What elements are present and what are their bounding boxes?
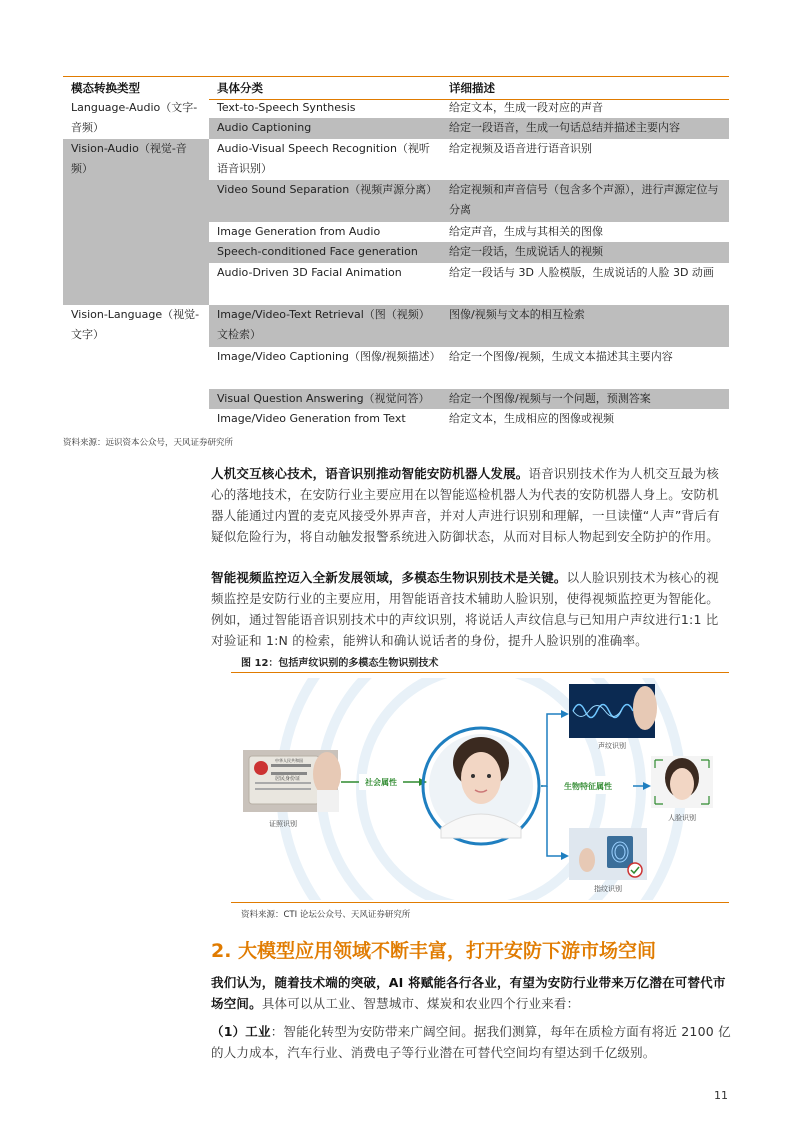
table-row: Image/Video Captioning（图像/视频描述） 给定一个图像/视频，生成文本描述其主要内容 (217, 350, 673, 363)
table-row: Video Sound Separation（视频声源分离） 给定视频和声音信号（包含多个声源），进行声源定位与分离 (209, 180, 729, 222)
center-face-image (423, 728, 539, 844)
label-face: 人脸识别 (668, 814, 696, 822)
header-description: 详细描述 (449, 81, 495, 95)
table-row: Image/Video Generation from Text 给定文本，生成相应的图像或视频 (217, 412, 614, 425)
fingerprint-image (569, 828, 647, 880)
table-row: Text-to-Speech Synthesis 给定文本，生成一段对应的声音 (217, 101, 603, 114)
id-card-image (243, 750, 341, 812)
table-row: Audio-Visual Speech Recognition（视听语音识别） 给定视频及语音进行语音识别 (217, 142, 592, 175)
paragraph-voice-recognition: 人机交互核心技术，语音识别推动智能安防机器人发展。语音识别技术作为人机交互最为核心的落地技术，在安防行业主要应用在以智能巡检机器人为代表的安防机器人身上。安防机器人能通过内置的麦克风接受外界声音，并对人声进行识别和理解，一旦读懂“人声”背后有疑似危险行为，将自动触发报警系统进入防御状态，从而对目标人物起到安全防护的作用。 (211, 466, 720, 544)
table-row: Image/Video-Text Retrieval（图（视频）文检索） 图像/视频与文本的相互检索 (209, 305, 729, 347)
table-row: Image Generation from Audio 给定声音，生成与其相关的图像 (217, 225, 603, 238)
biometrics-diagram (231, 678, 729, 900)
group-language-audio: Language-Audio（文字-音频） (63, 98, 209, 139)
paragraph-market-view: 我们认为，随着技术端的突破，AI 将赋能各行各业，有望为安防行业带来万亿潜在可替代市场空间。具体可以从工业、智慧城市、煤炭和农业四个行业来看： (211, 975, 726, 1011)
voice-print-image (569, 684, 657, 738)
label-voice: 声纹识别 (598, 742, 626, 750)
table-row: Audio Captioning 给定一段语音，生成一句话总结并描述主要内容 (209, 118, 729, 139)
id-card-text-1: 中华人民共和国 (275, 758, 303, 763)
id-card-text-2: 居民身份证 (275, 776, 301, 782)
paragraph-video-monitoring: 智能视频监控迈入全新发展领域，多模态生物识别技术是关键。以人脸识别技术为核心的视频监控是安防行业的主要应用，用智能语音技术辅助人脸识别，使得视频监控更为智能化。例如，通过智能语音识别技术中的声纹识别，将说话人声纹信息与已知用户声纹进行1:1 比对验证和 1:N 的检索，能辨认和确认说话者的身份，提升人脸识别的准确率。 (211, 570, 720, 648)
table-row: Audio-Driven 3D Facial Animation 给定一段话与 3D 人脸模版，生成说话的人脸 3D 动画 (217, 266, 714, 279)
paragraph-industry: （1）工业：智能化转型为安防带来广阔空间。据我们测算，每年在质检方面有将近 2100 亿的人力成本，汽车行业、消费电子等行业潜在可替代空间均有望达到千亿级别。 (211, 1024, 731, 1060)
face-recognition-image (651, 756, 713, 808)
label-id-card: 证照识别 (269, 820, 297, 828)
figure-title: 图 12：包括声纹识别的多模态生物识别技术 (241, 658, 439, 669)
label-finger: 指纹识别 (594, 885, 622, 893)
group-vision-language: Vision-Language（视觉-文字） (63, 305, 209, 430)
figure-bottom-rule (231, 902, 729, 903)
group-vision-audio: Vision-Audio（视觉-音频） (63, 139, 209, 305)
figure-top-rule (231, 672, 729, 673)
figure-source: 资料来源：CTI 论坛公众号、天风证券研究所 (241, 910, 411, 920)
section-title: 2. 大模型应用领域不断丰富，打开安防下游市场空间 (211, 940, 657, 962)
table-source: 资料来源：远识资本公众号，天风证券研究所 (63, 438, 234, 448)
classification-table (63, 76, 729, 428)
page-number: 11 (714, 1089, 728, 1102)
table-row: Speech-conditioned Face generation 给定一段话，生成说话人的视频 (209, 242, 729, 263)
figure-biometrics (231, 678, 729, 900)
header-category: 具体分类 (217, 81, 263, 95)
table-row: Visual Question Answering（视觉问答） 给定一个图像/视频与一个问题，预测答案 (209, 389, 729, 409)
header-modal-type: 模态转换类型 (71, 81, 140, 95)
label-social-attr: 社会属性 (365, 778, 397, 787)
label-bio-attr: 生物特征属性 (564, 782, 612, 791)
table-header (63, 76, 729, 100)
